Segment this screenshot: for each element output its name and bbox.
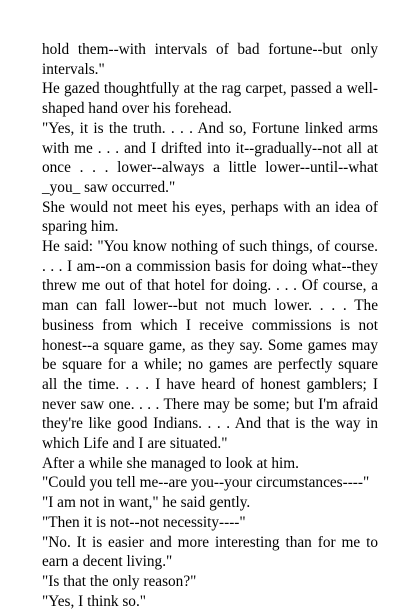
paragraph: He gazed thoughtfully at the rag carpet, passed a well-shaped hand over his forehead.: [42, 80, 378, 118]
paragraph: hold them--with intervals of bad fortune--but only intervals.": [42, 41, 378, 78]
document-page: [42, 40, 378, 611]
paragraph: "I am not in want," he said gently.: [42, 494, 251, 512]
paragraph: She would not meet his eyes, perhaps with an idea of sparing him.: [42, 198, 378, 236]
paragraph: He said: "You know nothing of such things, of course. . . . I am--on a commission basis for doing what--they threw me out of that hotel for doing. . . . Of course, a man can fall lower--but not much lower. . . . The business from which I receive commissions is not honest--a square game, as they say. Some games may be square for a while; no games are perfectly square all the time. . . . I have heard of honest gamblers; I never saw one. . . . There may be some; but I'm afraid they're like good Indians. . . . And that is the way in which Life and I are situated.": [42, 238, 378, 453]
paragraph: "Then it is not--not necessity----": [42, 513, 246, 531]
paragraph: "Could you tell me--are you--your circumstances----": [42, 474, 370, 492]
paragraph: "No. It is easier and more interesting than for me to earn a decent living.": [42, 533, 378, 571]
paragraph: "Is that the only reason?": [42, 572, 197, 590]
paragraph: "Yes, I think so.": [42, 592, 147, 610]
paragraph: "Yes, it is the truth. . . . And so, Fortune linked arms with me . . . and I drifted into it--gradually--not all at once . . . lower--always a little lower--until--what _you_ saw occurred.": [42, 119, 378, 196]
paragraph: After a while she managed to look at him.: [42, 454, 299, 472]
